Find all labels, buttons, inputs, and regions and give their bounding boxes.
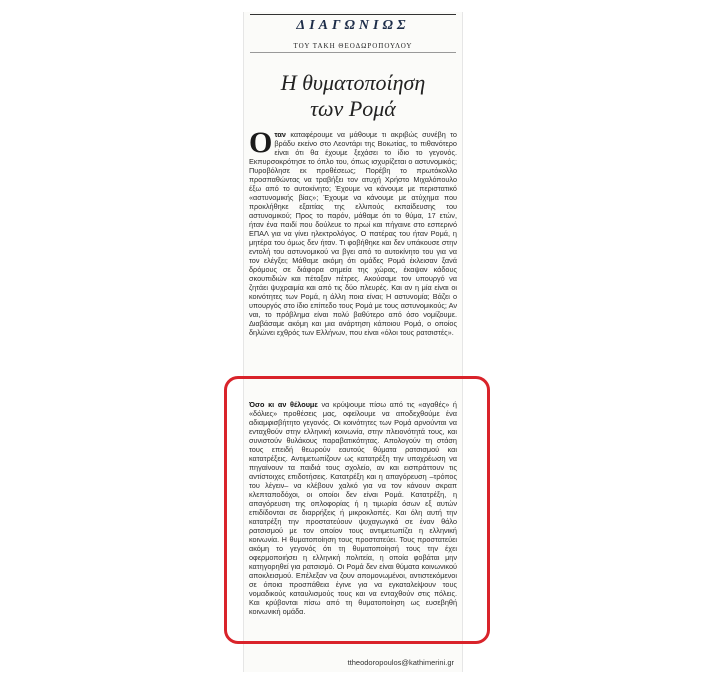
red-highlight-box: [224, 376, 490, 644]
header-rule: [250, 52, 456, 53]
article-headline: [244, 70, 462, 122]
column-author: ΤΟΥ ΤΑΚΗ ΘΕΟΔΩΡΟΠΟΥΛΟΥ: [293, 42, 413, 50]
paragraph-2-text: να κρύψουμε πίσω από τις «αγαθές» ή «δόλιες» προθέσεις μας, οφείλουμε να αποδεχθούμε ένα αδιαμφισβήτητο γεγονός. Οι κοινότητες των Ρομά αρνούνται να ενταχθούν στην ελληνική κοινωνία, στην πλειονότητά τους, και συνιστούν θυλάκους παραβατικότητας. Απολογούν τη στάση τους επειδή θεωρούν εαυτούς θύματα ρατσισμού και κατατρέξεις. Αντιμετωπίζουν ως κατατρέξη την υποχρέωση να πηγαίνουν τα παιδιά τους σχολείο, αν και εισπράττουν τις αντίστοιχες επιδοτήσεις. Κατατρέξη και η απαγόρευση –τρόπος του λέγειν– να κλέβουν χαλκό για να τον κάνουν σκραπ κλεπταποδόχοι, οι οποίοι δεν είναι Ρομά. Κατατρέξη, η απαγόρευση της οπλοφορίας ή η τιμωρία όσων εξ αυτών επιδίδονται σε διαρρήξεις ή μικροκλοπές. Και όλη αυτή την κατατρέξη την προστατεύουν ψυχαγωγικά σε έναν θάλο ρατσισμού με τον οποίον τους αντιμετωπίζει η ελληνική κοινωνία. Η θυματοποίηση τους προστατεύει. Τους προστατεύει ακόμη το γεγονός ότι τη θυματοποίησή τους την έχει οφερμοποιήσει η ελληνική πολιτεία, η οποία φοβάται μην κατηγορηθεί για ρατσισμό. Οι Ρομά δεν είναι θύματα κοινωνικού αποκλεισμού. Επέλεξαν να ζουν απομονωμένοι, αντιστεκόμενοι σε όποια προσπάθεια έγινε για να εγκαταλείψουν τους νομαδικούς καταυλισμούς τους και να ενταχθούν στις πόλεις. Και κρύβονται πίσω από τη θυματοποίηση ως ευσεβηθή κοινωνική ομάδα.: [249, 400, 457, 616]
header-top-rule: [250, 14, 456, 15]
headline-line-1: Η θυματοποίηση: [280, 70, 426, 95]
column-header: [244, 12, 462, 66]
paragraph-1-text: καταφέρουμε να μάθουμε τι ακριβώς συνέβη το βράδυ εκείνο στο Λεοντάρι της Βοιωτίας, το πιθανότερο είναι ότι θα έχουμε ξεχάσει το ίδιο το γεγονός. Εκπυρσοκρότησε το όπλο του, όπως ισχυρίζεται ο αστυνομικός; Πυροβόλησε εκ προθέσεως; Πορέβη το πρωτόκολλο προσπαθώντας να τραβήξει τον ατυχή Χρήστο Μιχαλόπουλο έξω από το αυτοκίνητο; Έχουμε να κάνουμε με περιστατικό «αστυνομικής βίας»; Έχουμε να κάνουμε με ατύχημα που προκλήθηκε εξαιτίας της ελλιπούς εκπαίδευσης του αστυνομικού; Προς το παρόν, μάθαμε ότι το θύμα, 17 ετών, ήταν ένα παιδί που δούλευε το πρωί και πήγαινε στο εσπερινό ΕΠΑΛ για να γίνει ηλεκτρολόγος. Ο πατέρας του ήταν Ρομά, η μητέρα του όμως δεν ήταν. Τι φοβήθηκε και δεν υπάκουσε στην εντολή του αστυνομικού να βγει από το αυτοκίνητο του για να τον ελέγξει; Μάθαμε ακόμη ότι ομάδες Ρομά έκλεισαν ξανά δρόμους σε διάφορα σημεία της χώρας, έκαψαν κάδους σκουπιδιών και πέταξαν πέτρες. Ακούσαμε τον υπουργό να ζητάει ψυχραιμία και από τις δύο πλευρές. Και αν η μία είναι οι κοινότητες των Ρομά, η άλλη ποια είναι; Η αστυνομία; Βάζει ο υπουργός στο ίδιο επίπεδο τους Ρομά με τους αστυνομικούς; Αν ναι, το πρόβλημα είναι πολύ βαθύτερο από όσο νομίζουμε. Διαβάσαμε ακόμη και μια ανάρτηση κάποιου Ρομά, ο οποίος δηλώνει εχθρός των Ελλήνων, που είναι «όλοι τους ρατσιστές».: [249, 130, 457, 337]
drop-cap: Ο: [249, 126, 273, 159]
paragraph-1-lead: ταν: [274, 130, 286, 139]
paragraph-2-lead: Όσο κι αν θέλουμε: [249, 400, 318, 409]
article-paragraph-1: [249, 126, 457, 337]
author-email: ttheodoropoulos@kathimerini.gr: [347, 658, 454, 667]
headline-line-2: των Ρομά: [310, 96, 396, 121]
column-name: ΔΙΑΓΩΝΙΩΣ: [296, 18, 410, 33]
